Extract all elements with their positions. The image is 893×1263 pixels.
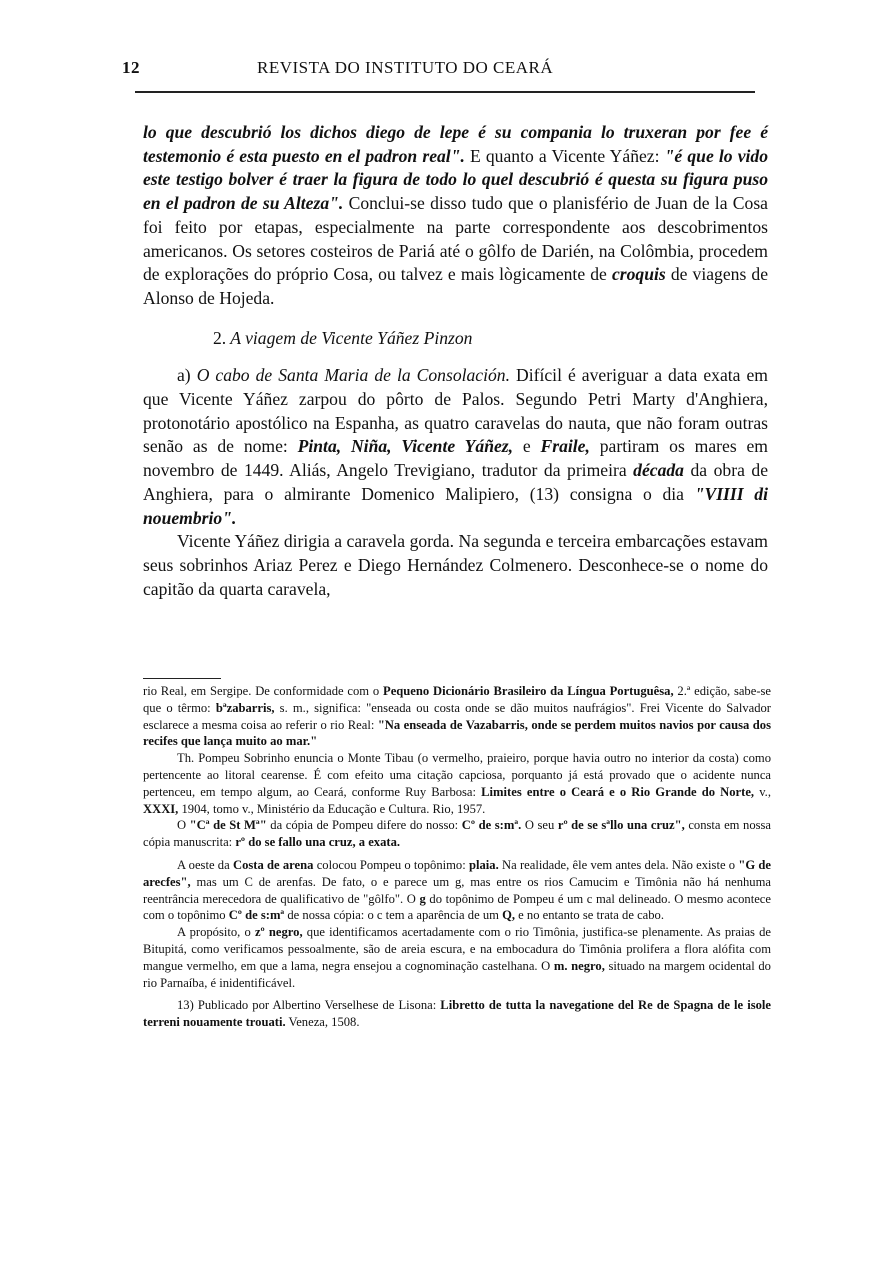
text-span: 1904, tomo v., Ministério da Educação e Cultura. Rio, 1957. — [178, 801, 486, 816]
text-span: e no entanto se trata de cabo. — [515, 908, 664, 923]
text-span: Difícil é averiguar a data exata em que Vicente Yáñez zarpou do pôrto de Palos. Segundo Petri Marty d'Anghiera, protonotário apostólico na Espanha, as quatro caravelas do nauta, que não foram outras senão as de nome: — [143, 365, 768, 457]
spanish-quote-1: lo que descubrió los dichos diego de lepe é su compania lo truxeran por fee é testemonio é esta puesto en el padron real". — [143, 122, 768, 166]
text-span: s. m., significa: "enseada ou costa onde se dão muitos naufrágios". Frei Vicente do Salvador esclarece a mesma coisa ao referir o rio Real: — [143, 700, 772, 732]
text-span: Th. Pompeu Sobrinho enuncia o Monte Tibau (o vermelho, praieiro, porque havia outro no interior da costa) como pertencente ao litoral cearense. É com efeito uma citação capciosa, porquanto já está provado que o acidente nunca pertenceu, em tempo algum, ao Ceará, conforme Ruy Barbosa: — [143, 751, 771, 799]
toponym: "Cª de St Mª" — [189, 818, 267, 833]
text-span: da obra de Anghiera, para o almirante Domenico Malipiero, (13) consigna o dia — [143, 460, 769, 504]
ship-name-fraile: Fraile, — [540, 436, 590, 457]
text-span: que identificamos acertadamente com o rio Timônia, justifica-se plenamente. As praias de Bitupitá, como verificamos pessoalmente, são de areia escura, e na embocadura do Timônia prolifera a flora alófita com mangue vermelho, em que a lama, negra ensejou a cognominação castelhana. O — [143, 925, 771, 973]
page-number: 12 — [122, 58, 140, 77]
footnote — [143, 924, 771, 991]
footnote — [143, 857, 771, 924]
book-title: Limites entre o Ceará e o Rio Grande do Norte, — [481, 784, 755, 799]
letter: g — [419, 891, 426, 906]
text-span: de nossa cópia: o c tem a aparência de um — [284, 908, 503, 923]
footnote-continued — [143, 683, 771, 750]
decada-term: década — [633, 460, 684, 481]
spanish-quote-2: "é que lo vido este testigo bolver é traer la figura de todo lo quel descubrió é questa su figura puso en el padron de su Alteza". — [143, 145, 769, 214]
footnote-rule — [143, 678, 221, 679]
section-number: 2. — [213, 327, 227, 348]
footnote — [143, 817, 771, 851]
book-title: Pequeno Dicionário Brasileiro da Língua Portuguêsa, — [383, 684, 674, 698]
text-span: 2.ª edição, sabe-se que o têrmo: — [143, 684, 772, 715]
text-span: do topônimo de Pompeu é um c mal delineado. O mesmo acontece com o topônimo — [143, 891, 771, 923]
text-span: rio Real, em Sergipe. De conformidade com o — [143, 684, 383, 698]
text-span: situado na margem ocidental do rio Parnaíba, é inidentificável. — [143, 958, 771, 990]
paragraph-3: Vicente Yáñez dirigia a caravela gorda. Na segunda e terceira embarcações estavam seus sobrinhos Ariaz Perez e Diego Hernández Colmenero. Desconhece-se o nome do capitão da quarta caravela, — [143, 531, 768, 599]
page-header — [122, 58, 762, 84]
volume: XXXI, — [143, 801, 179, 816]
text-span: O seu — [521, 818, 558, 833]
running-title: REVISTA DO INSTITUTO DO CEARÁ — [257, 58, 554, 77]
letter: Q, — [502, 908, 516, 923]
text-span: A propósito, o — [177, 925, 255, 940]
text-span: E quanto a Vicente Yáñez: — [464, 145, 665, 166]
text-span: colocou Pompeu o topônimo: — [313, 857, 469, 872]
text-span: O — [177, 818, 190, 833]
term: bªzabarris, — [215, 700, 275, 715]
croquis-term: croquis — [611, 264, 666, 285]
footnotes — [143, 683, 771, 1031]
toponym: "G de arecfes", — [143, 857, 772, 889]
toponym: Cº de s:mª — [228, 908, 285, 923]
text-span: consta em nossa cópia manuscrita: — [143, 818, 772, 850]
text-span: de viagens de Alonso de Hojeda. — [143, 264, 768, 308]
text-span: Veneza, 1508. — [285, 1015, 360, 1030]
text-span: v., — [754, 784, 771, 799]
subsection-label: a) — [177, 365, 197, 386]
book-title: Libretto de tutta la navegatione del Re de Spagna de le isole terreni nouamente trouati. — [143, 998, 771, 1030]
ship-names: Pinta, Niña, Vicente Yáñez, — [297, 436, 514, 457]
toponym: rº de se sªllo una cruz", — [557, 818, 685, 833]
toponym: rº do se fallo una cruz, a exata. — [235, 835, 401, 850]
text-span: mas um C de arenfas. De fato, o e parece um g, mas entre os rios Camucim e Timônia não há nenhuma reentrância merecedora de qualificativo de "gôlfo". O — [143, 874, 771, 906]
body-text — [143, 121, 768, 601]
text-span: da cópia de Pompeu difere do nosso: — [266, 818, 462, 833]
footnote-13 — [143, 997, 771, 1031]
toponym: plaia. — [468, 857, 499, 872]
text-span: e — [513, 436, 541, 457]
toponym: zº negro, — [254, 925, 303, 940]
footnote — [143, 750, 771, 817]
toponym: m. negro, — [553, 958, 605, 973]
toponym: Costa de arena — [232, 857, 314, 872]
date-quote: "VIIII di nouembrio". — [143, 483, 768, 528]
text-span: Conclui-se disso tudo que o planisfério de Juan de la Cosa foi feito por etapas, especialmente na parte correspondente aos descobrimentos americanos. Os setores costeiros de Pariá até o gôlfo de Darién, na Colômbia, procedem de explorações do próprio Cosa, ou talvez e mais lògicamente de — [143, 193, 768, 285]
paragraph-1 — [143, 121, 768, 311]
quote: "Na enseada de Vazabarris, onde se perdem muitos navios por causa dos recifes que lança muito ao mar." — [143, 717, 771, 749]
paragraph-2 — [143, 364, 768, 530]
subsection-title: O cabo de Santa Maria de la Consolación. — [196, 365, 511, 386]
section-heading — [143, 327, 768, 351]
section-title: A viagem de Vicente Yáñez Pinzon — [226, 327, 473, 348]
text-span: A oeste da — [177, 857, 233, 872]
text-span: Na realidade, êle vem antes dela. Não existe o — [498, 857, 739, 872]
text-span: 13) Publicado por Albertino Verselhese de Lisona: — [177, 998, 441, 1013]
toponym: Cº de s:mª. — [461, 818, 522, 833]
text-span: partiram os mares em novembro de 1449. Aliás, Angelo Trevigiano, tradutor da primeira — [143, 436, 768, 481]
header-rule — [135, 91, 755, 93]
